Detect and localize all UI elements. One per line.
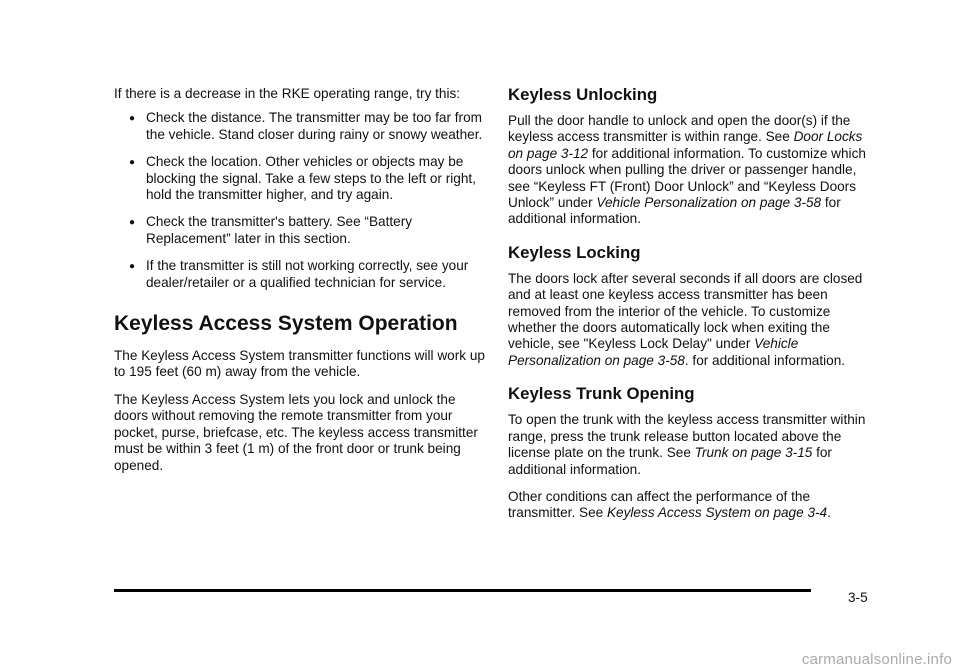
list-item: ● Check the transmitter's battery. See “Battery Replacement” later in this section. xyxy=(129,214,413,246)
right-column xyxy=(508,84,868,533)
paragraph: To open the trunk with the keyless access transmitter within range, press the trunk release button located above the license plate on the trunk. See Trunk on page 3-15 for additional information. xyxy=(508,412,866,477)
cross-reference-link[interactable]: Vehicle Personalization on page 3-58 xyxy=(596,195,822,211)
section-heading: Keyless Access System Operation xyxy=(114,312,458,336)
footer-rule xyxy=(114,589,811,592)
cross-reference-link[interactable]: Vehicle Personalization on page 3-58 xyxy=(508,336,799,368)
paragraph: Other conditions can affect the performance of the transmitter. See Keyless Access System on page 3-4. xyxy=(508,488,831,521)
list-item: ● Check the distance. The transmitter may be too far from the vehicle. Stand closer during rainy or snowy weather. xyxy=(129,110,483,142)
bullet-list xyxy=(114,110,486,291)
cross-reference-link[interactable]: Door Locks on page 3-12 xyxy=(508,129,863,161)
paragraph: The Keyless Access System lets you lock and unlock the doors without removing the remote transmitter from your pocket, purse, briefcase, etc. The keyless access transmitter must be within 3 feet (1 m) of the front door or trunk being opened. xyxy=(114,391,478,473)
intro-text: If there is a decrease in the RKE operating range, try this: xyxy=(114,86,461,101)
bullet-icon: ● xyxy=(129,113,136,125)
list-item: ● Check the location. Other vehicles or objects may be blocking the signal. Take a few steps to the left or right, hold the transmitter higher, and try again. xyxy=(129,154,476,203)
bullet-icon: ● xyxy=(129,261,136,273)
subsection-heading-trunk: Keyless Trunk Opening xyxy=(508,384,695,404)
cross-reference-link[interactable]: Keyless Access System on page 3-4 xyxy=(606,505,828,521)
bullet-icon: ● xyxy=(129,217,136,229)
subsection-heading-unlocking: Keyless Unlocking xyxy=(508,85,658,104)
subsection-heading-locking: Keyless Locking xyxy=(508,242,641,262)
list-item: ● If the transmitter is still not working correctly, see your dealer/retailer or a qualified technician for service. xyxy=(129,258,469,290)
page-number: 3-5 xyxy=(848,590,868,605)
paragraph: The doors lock after several seconds if all doors are closed and at least one keyless access transmitter has been removed from the interior of the vehicle. To customize whether the doors automatically lock when exiting the vehicle, see "Keyless Lock Delay" under Vehicle Personalization on page 3-58. for additional information. xyxy=(508,270,863,368)
paragraph: Pull the door handle to unlock and open the door(s) if the keyless access transmitter is within range. See Door Locks on page 3-12 for additional information. To customize which doors unlock when pulling the driver or passenger handle, see “Keyless FT (Front) Door Unlock” and “Keyless Doors Unlock” under Vehicle Personalization on page 3-58 for additional information. xyxy=(508,113,866,227)
left-column xyxy=(114,86,486,485)
bullet-icon: ● xyxy=(129,157,136,169)
watermark: carmanualsonline.info xyxy=(801,651,952,668)
cross-reference-link[interactable]: Trunk on page 3-15 xyxy=(694,445,813,461)
paragraph: The Keyless Access System transmitter functions will work up to 195 feet (60 m) away from the vehicle. xyxy=(114,348,485,380)
